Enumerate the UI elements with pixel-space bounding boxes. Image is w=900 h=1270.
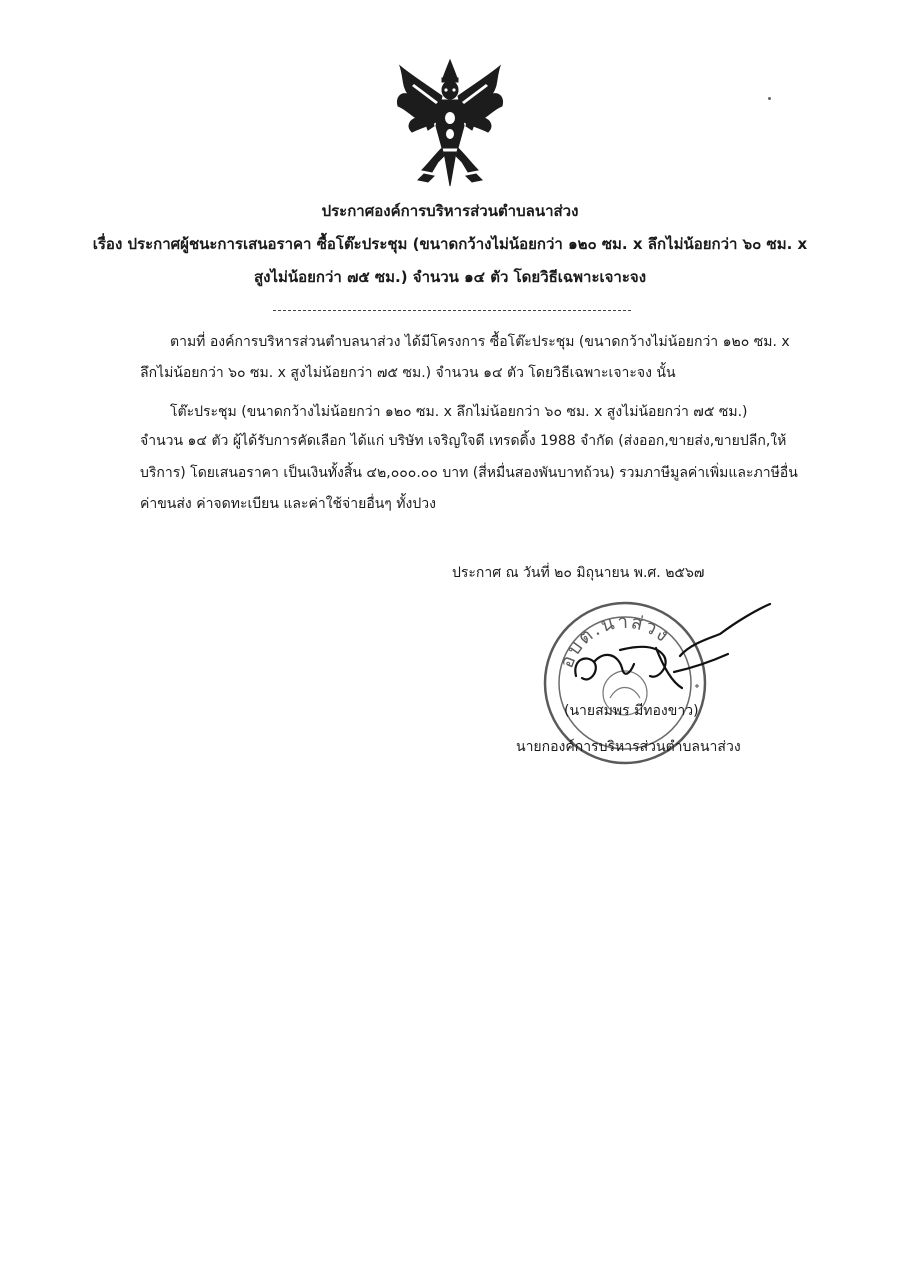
paragraph-1-line-1: ตามที่ องค์การบริหารส่วนตำบลนาส่วง ได้มีโครงการ ซื้อโต๊ะประชุม (ขนาดกว้างไม่น้อยกว่า ๑๒๐ ซม. x xyxy=(170,334,790,350)
paragraph-2-line-1: โต๊ะประชุม (ขนาดกว้างไม่น้อยกว่า ๑๒๐ ซม. x ลึกไม่น้อยกว่า ๖๐ ซม. x สูงไม่น้อยกว่า ๗๕ ซม.) xyxy=(170,404,748,420)
signer-name: (นายสมพร มีทองขาว) xyxy=(564,703,699,719)
paragraph-2-line-2: จำนวน ๑๔ ตัว ผู้ได้รับการคัดเลือก ได้แก่ บริษัท เจริญใจดี เทรดดิ้ง 1988 จำกัด (ส่งออก,ขายส่ง,ขายปลีก,ให้ xyxy=(140,433,787,449)
seal-text: อบต.นาส่วง xyxy=(555,610,675,672)
signer-title: นายกองค์การบริหารส่วนตำบลนาส่วง xyxy=(516,739,741,755)
subject-line-1: เรื่อง ประกาศผู้ชนะการเสนอราคา ซื้อโต๊ะประชุม (ขนาดกว้างไม่น้อยกว่า ๑๒๐ ซม. x ลึกไม่น้อยกว่า ๖๐ ซม. x xyxy=(92,235,808,253)
signature xyxy=(560,598,780,708)
subject-line-2: สูงไม่น้อยกว่า ๗๕ ซม.) จำนวน ๑๔ ตัว โดยวิธีเฉพาะเจาะจง xyxy=(253,268,647,286)
announcement-heading: ประกาศองค์การบริหารส่วนตำบลนาส่วง xyxy=(321,202,579,220)
scan-speck xyxy=(768,97,771,100)
paragraph-2-line-3: บริการ) โดยเสนอราคา เป็นเงินทั้งสิ้น ๔๒,๐๐๐.๐๐ บาท (สี่หมื่นสองพันบาทถ้วน) รวมภาษีมูลค่าเพิ่มและภาษีอื่น xyxy=(140,465,798,481)
paragraph-1-line-2: ลึกไม่น้อยกว่า ๖๐ ซม. x สูงไม่น้อยกว่า ๗๕ ซม.) จำนวน ๑๔ ตัว โดยวิธีเฉพาะเจาะจง นั้น xyxy=(140,365,676,381)
garuda-emblem xyxy=(388,56,512,190)
dashed-divider xyxy=(273,310,631,311)
announcement-date: ประกาศ ณ วันที่ ๒๐ มิถุนายน พ.ศ. ๒๕๖๗ xyxy=(452,565,705,581)
paragraph-2-line-4: ค่าขนส่ง ค่าจดทะเบียน และค่าใช้จ่ายอื่นๆ ทั้งปวง xyxy=(140,496,436,512)
